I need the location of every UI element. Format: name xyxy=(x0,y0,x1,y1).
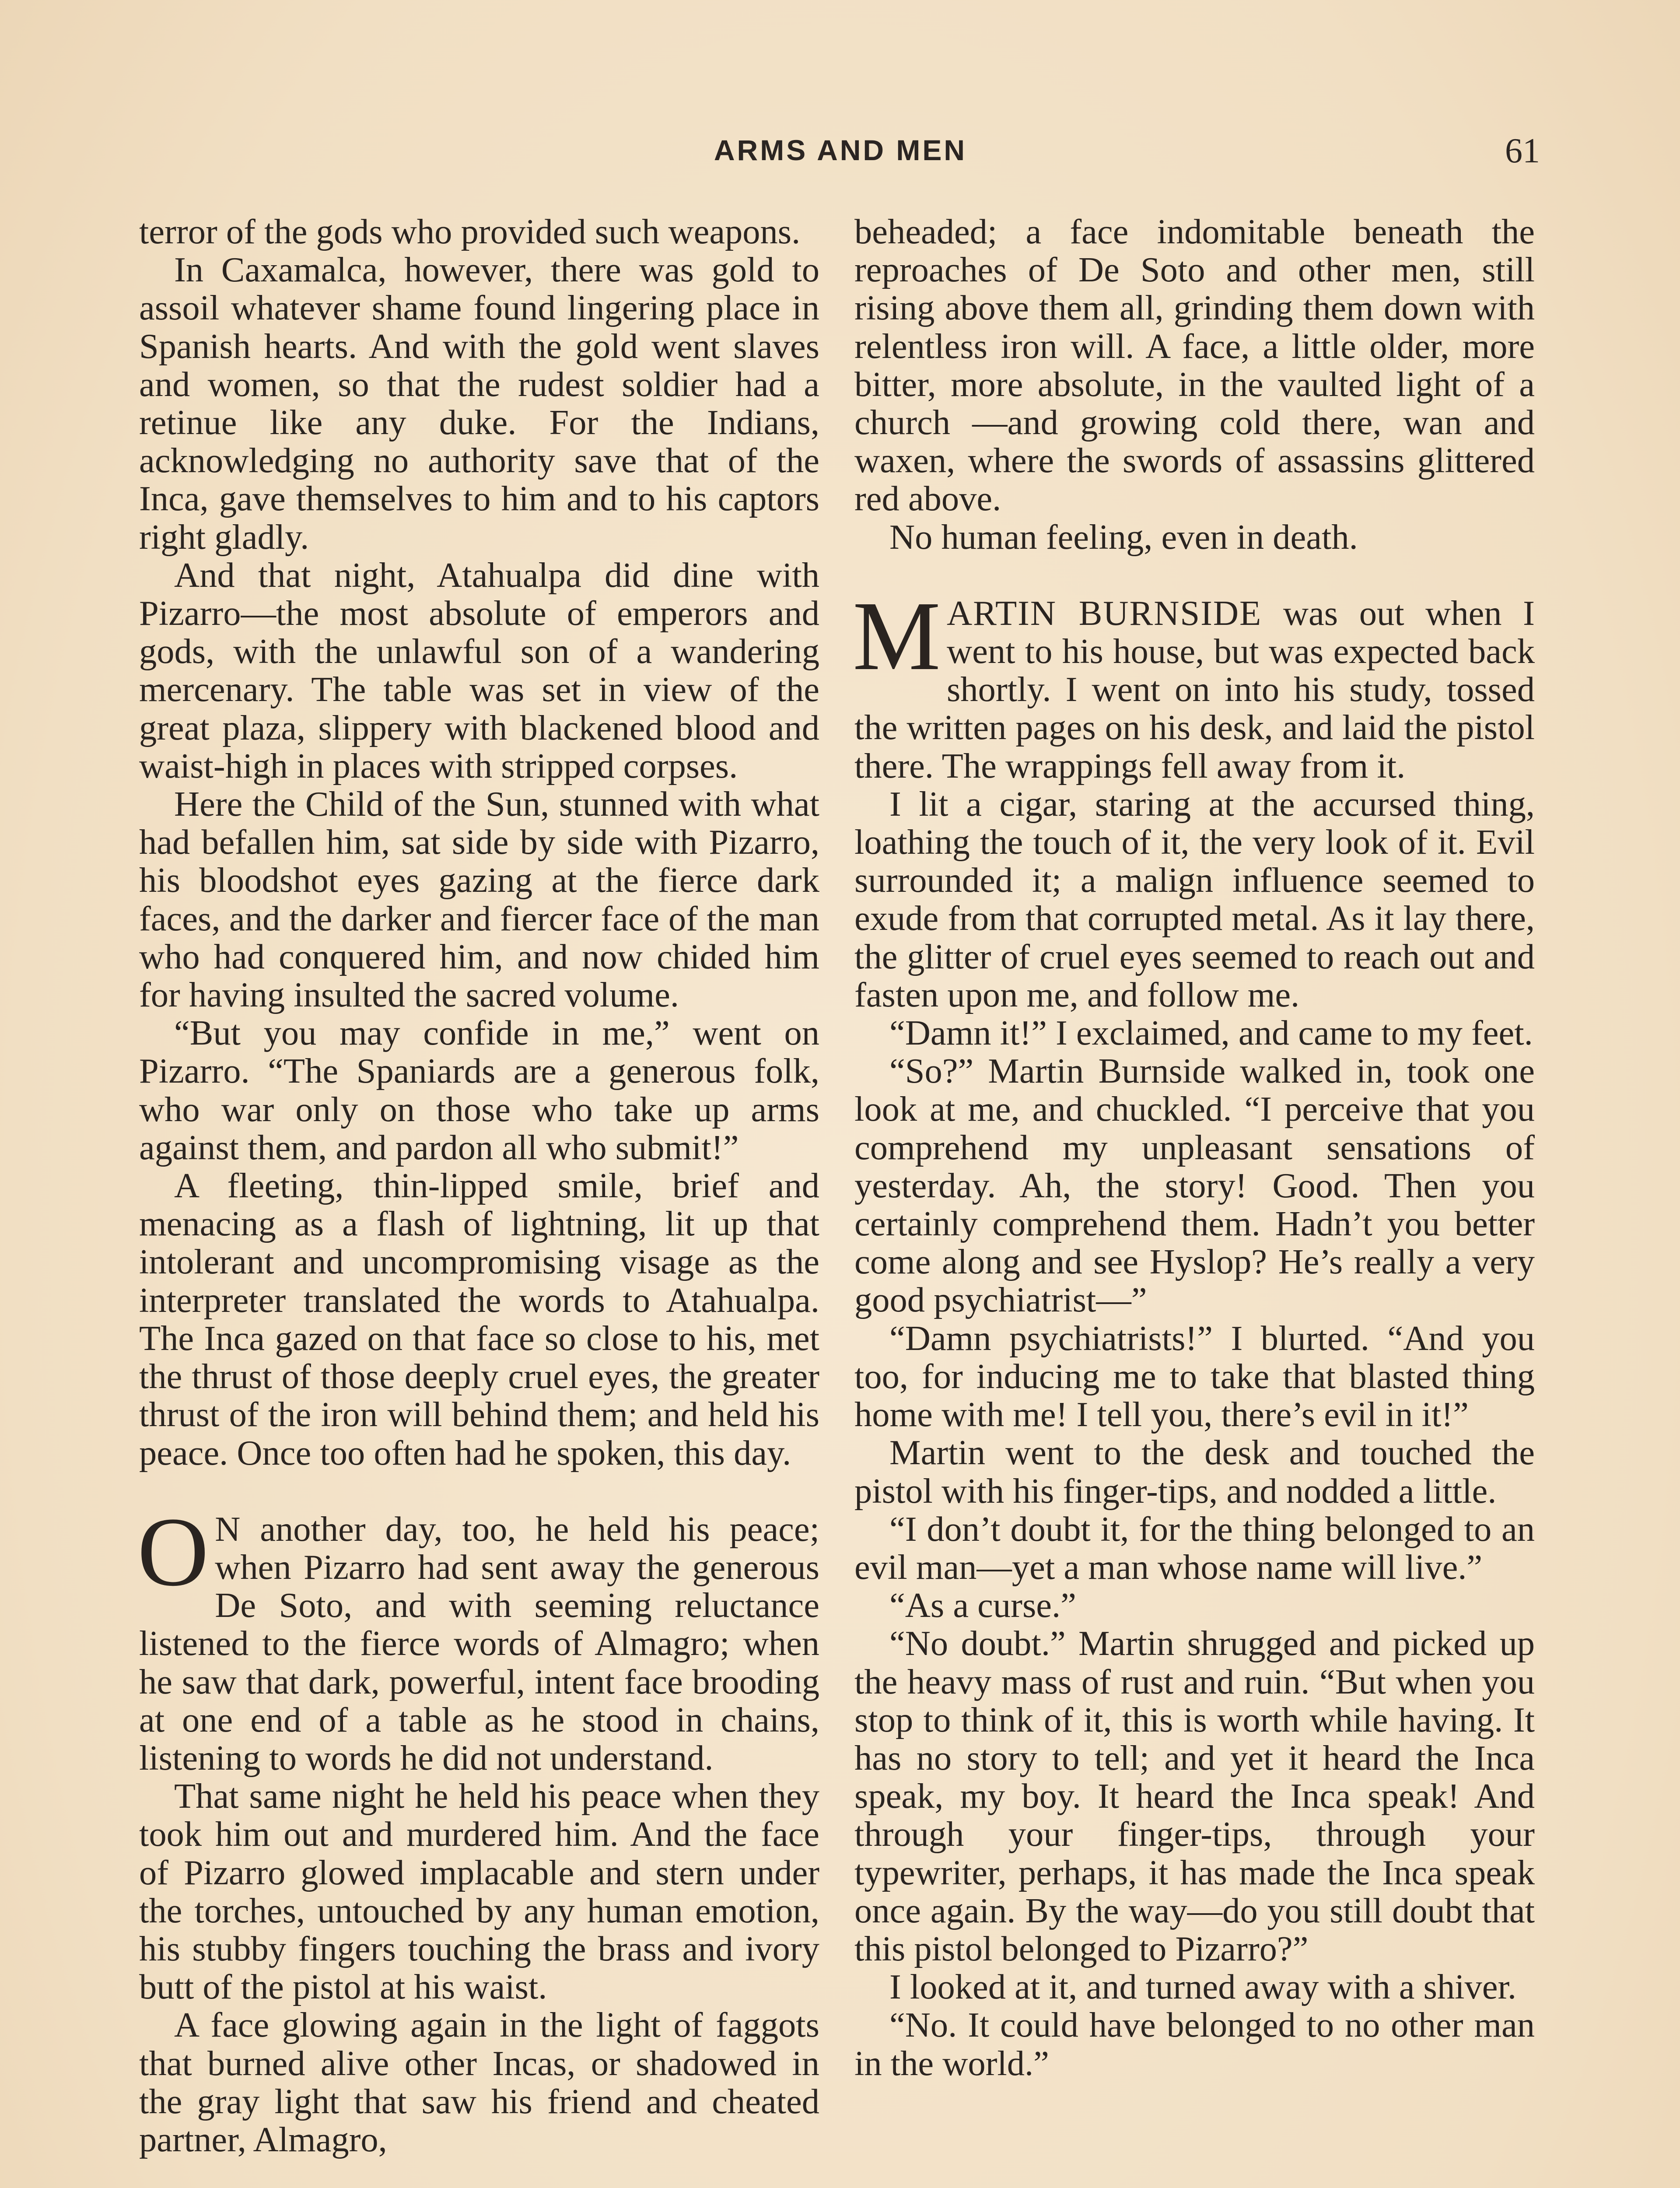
page-number: 61 xyxy=(1505,132,1540,170)
paragraph: “But you may confide in me,” went on Pizarro. “The Spaniards are a generous folk, who war only on those who take up arms against them, and pardon all who submit!” xyxy=(139,1013,819,1167)
drop-cap: O xyxy=(137,1497,209,1606)
left-column xyxy=(139,213,819,2159)
paragraph: In Caxamalca, however, there was gold to assoil whatever shame found lingering place in Spanish hearts. And with the gold went slaves and women, so that the rudest soldier had a retinue like any duke. For the Indians, acknowledging no authority save that of the Inca, gave themselves to him and to his captors right gladly. xyxy=(139,250,819,557)
paragraph-text: was out when I went to his house, but was expected back shortly. I went on into his study, tossed the written pages on his desk, and laid the pistol there. The wrappings fell away from it. xyxy=(854,593,1535,785)
paragraph: No human feeling, even in death. xyxy=(889,517,1358,557)
section-paragraph xyxy=(137,1497,819,1778)
section-paragraph xyxy=(853,581,1535,785)
paragraph: Here the Child of the Sun, stunned with what had befallen him, sat side by side with Pizarro, his bloodshot eyes gazing at the fierce dark faces, and the darker and fiercer face of the man who had conquered him, and now chided him for having insulted the sacred volume. xyxy=(139,785,819,1015)
paragraph-text: N another day, too, he held his peace; when Pizarro had sent away the generous De Soto, and with seeming reluctance listened to the fierce words of Almagro; when he saw that dark, powerful, intent face brooding at one end of a table as he stood in chains, listening to words he did not understand. xyxy=(139,1509,819,1778)
paragraph: And that night, Atahualpa did dine with Pizarro—the most absolute of emperors and gods, with the unlawful son of a wandering mercenary. The table was set in view of the great plaza, slippery with blackened blood and waist-high in places with stripped corpses. xyxy=(139,555,819,785)
paragraph: “So?” Martin Burnside walked in, took one look at me, and chuckled. “I perceive that you comprehend my unpleasant sensations of yesterday. Ah, the story! Good. Then you certainly comprehend them. Hadn’t you better come along and see Hyslop? He’s really a very good psychiatrist—” xyxy=(854,1052,1535,1320)
paragraph: terror of the gods who provided such weapons. xyxy=(139,212,801,251)
paragraph: “No. It could have belonged to no other man in the world.” xyxy=(854,2006,1535,2083)
paragraph: “As a curse.” xyxy=(889,1586,1076,1625)
paragraph: That same night he held his peace when they took him out and murdered him. And the face of Pizarro glowed implacable and stern under the torches, untouched by any human emotion, his stubby fingers touching the brass and ivory butt of the pistol at his waist. xyxy=(139,1777,819,2007)
paragraph: “I don’t doubt it, for the thing belonged to an evil man—yet a man whose name will live.” xyxy=(854,1509,1535,1587)
paragraph: “No doubt.” Martin shrugged and picked up the heavy mass of rust and ruin. “But when you stop to think of it, this is worth while having. It has no story to tell; and yet it heard the Inca speak, my boy. It heard the Inca speak! And through your finger-tips, through your typewriter, perhaps, it has made the Inca speak once again. By the way—do you still doubt that this pistol belonged to Pizarro?” xyxy=(854,1624,1535,1968)
running-title: ARMS AND MEN xyxy=(714,134,967,166)
paragraph: I looked at it, and turned away with a shiver. xyxy=(889,1967,1516,2007)
paragraph: A face glowing again in the light of faggots that burned alive other Incas, or shadowed in the gray light that saw his friend and cheated partner, Almagro, xyxy=(139,2006,819,2159)
paragraph: I lit a cigar, staring at the accursed thing, loathing the touch of it, the very look of it. Evil surrounded it; a malign influence seemed to exude from that corrupted metal. As it lay there, the glitter of cruel eyes seemed to reach out and fasten upon me, and follow me. xyxy=(854,784,1535,1014)
paragraph: A fleeting, thin-lipped smile, brief and menacing as a flash of lightning, lit up that intolerant and uncompromising visage as the interpreter translated the words to Atahualpa. The Inca gazed on that face so close to his, met the thrust of those deeply cruel eyes, the greater thrust of the iron will behind them; and held his peace. Once too often had he spoken, this day. xyxy=(139,1166,819,1473)
paragraph: Martin went to the desk and touched the pistol with his finger-tips, and nodded a little. xyxy=(854,1433,1535,1511)
right-column xyxy=(854,213,1535,2083)
small-caps-name: ARTIN BURNSIDE xyxy=(946,593,1262,633)
paragraph: “Damn psychiatrists!” I blurted. “And you too, for inducing me to take that blasted thing home with me! I tell you, there’s evil in it!” xyxy=(854,1318,1535,1434)
drop-cap: M xyxy=(853,581,941,691)
paragraph: “Damn it!” I exclaimed, and came to my feet. xyxy=(889,1013,1533,1053)
paragraph: beheaded; a face indomitable beneath the reproaches of De Soto and other men, still rising above them all, grinding them down with relentless iron will. A face, a little older, more bitter, more absolute, in the vaulted light of a church —and growing cold there, wan and waxen, where the swords of assassins glittered red above. xyxy=(854,212,1535,519)
